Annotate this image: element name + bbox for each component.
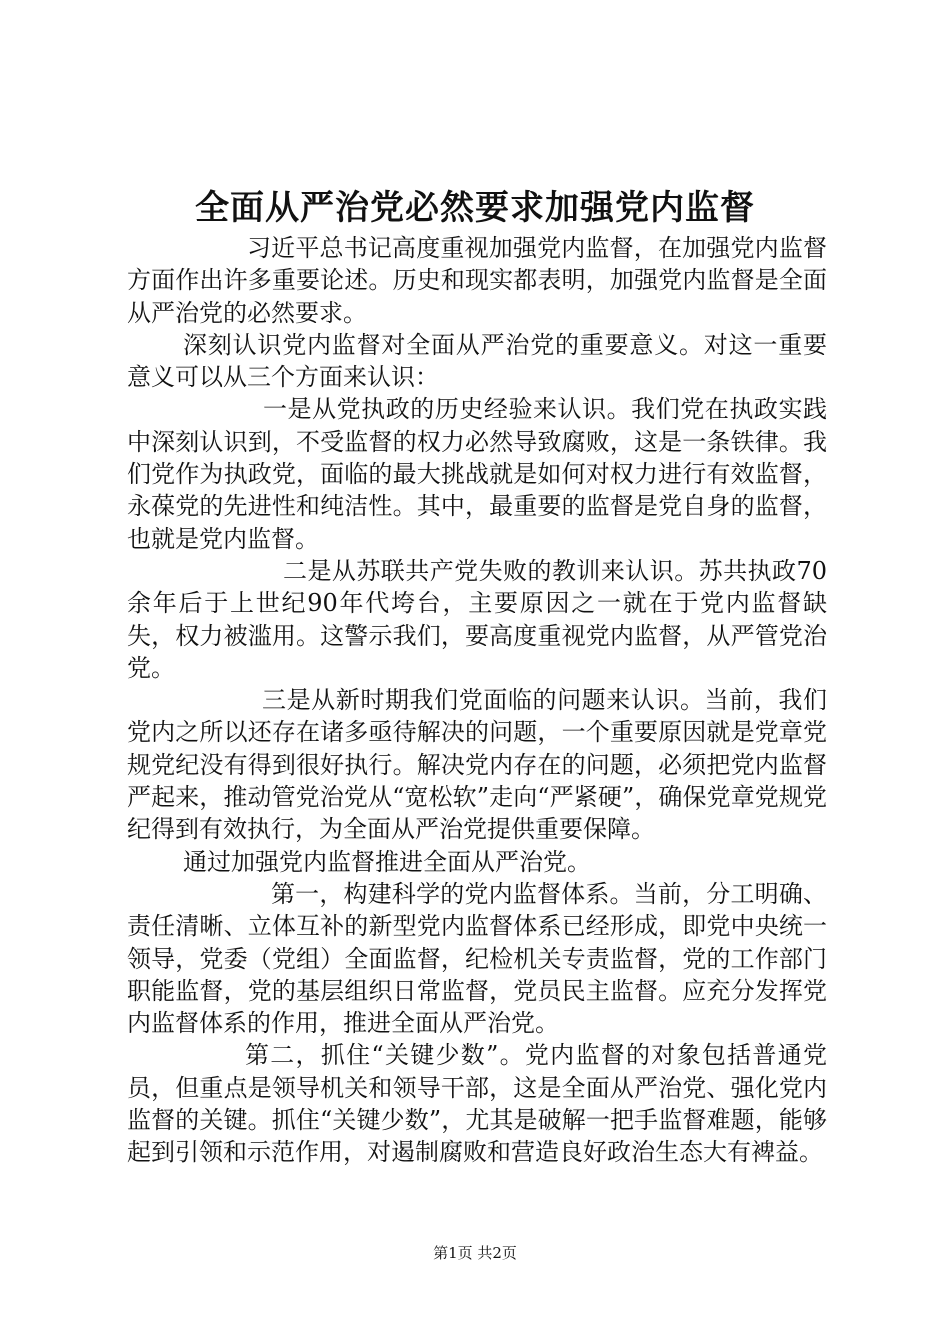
paragraph-point-two: 二是从苏联共产党失败的教训来认识。苏共执政70余年后于上世纪90年代垮台，主要原因之一就在于党内监督缺失，权力被滥用。这警示我们，要高度重视党内监督，从严管党治党。 bbox=[127, 556, 827, 682]
paragraph-promote: 通过加强党内监督推进全面从严治党。 bbox=[183, 847, 591, 876]
document-title: 全面从严治党必然要求加强党内监督 bbox=[195, 188, 755, 228]
document-body bbox=[127, 232, 827, 1169]
paragraph-first-measure: 第一，构建科学的党内监督体系。当前，分工明确、责任清晰、立体互补的新型党内监督体系已经形成，即党中央统一领导，党委（党组）全面监督，纪检机关专责监督，党的工作部门职能监督，党的基层组织日常监督，党员民主监督。应充分发挥党内监督体系的作用，推进全面从严治党。 bbox=[127, 879, 827, 1038]
paragraph-significance: 深刻认识党内监督对全面从严治党的重要意义。对这一重要意义可以从三个方面来认识： bbox=[127, 330, 827, 392]
paragraph-intro: 习近平总书记高度重视加强党内监督，在加强党内监督方面作出许多重要论述。历史和现实都表明，加强党内监督是全面从严治党的必然要求。 bbox=[127, 234, 827, 327]
paragraph-point-three: 三是从新时期我们党面临的问题来认识。当前，我们党内之所以还存在诸多亟待解决的问题，一个重要原因就是党章党规党纪没有得到很好执行。解决党内存在的问题，必须把党内监督严起来，推动管党治党从“宽松软”走向“严紧硬”，确保党章党规党纪得到有效执行，为全面从严治党提供重要保障。 bbox=[127, 686, 827, 844]
paragraph-second-measure: 第二，抓住“关键少数”。党内监督的对象包括普通党员，但重点是领导机关和领导干部，这是全面从严治党、强化党内监督的关键。抓住“关键少数”，尤其是破解一把手监督难题，能够起到引领和示范作用，对遏制腐败和营造良好政治生态大有裨益。 bbox=[127, 1041, 827, 1167]
page-number-footer: 第1页 共2页 bbox=[433, 1244, 517, 1262]
paragraph-point-one: 一是从党执政的历史经验来认识。我们党在执政实践中深刻认识到，不受监督的权力必然导致腐败，这是一条铁律。我们党作为执政党，面临的最大挑战就是如何对权力进行有效监督，永葆党的先进性和纯洁性。其中，最重要的监督是党自身的监督，也就是党内监督。 bbox=[127, 395, 827, 553]
